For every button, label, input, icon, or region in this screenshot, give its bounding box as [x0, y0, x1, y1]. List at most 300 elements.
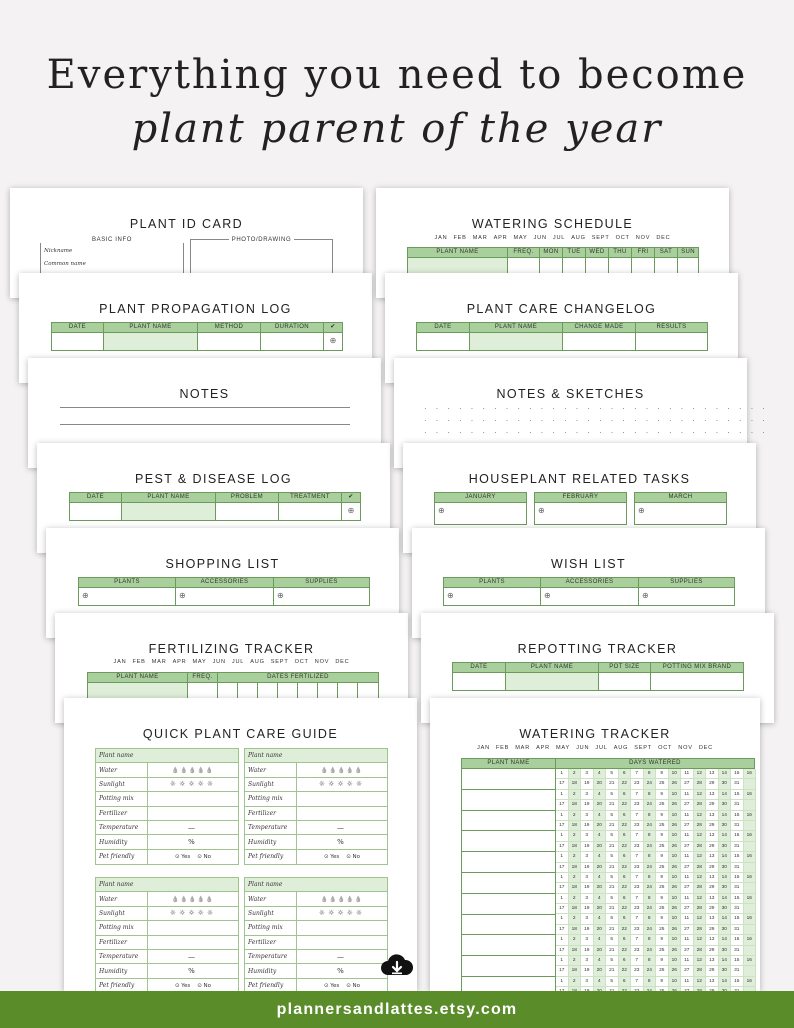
day-cell: 5: [606, 935, 619, 945]
sun-icon: ☼☼☼☼☼: [318, 780, 366, 789]
day-cell: 3: [581, 894, 594, 904]
day-cell: 21: [606, 904, 619, 914]
day-cell: 10: [669, 769, 682, 779]
nickname-label: Nickname: [44, 248, 73, 254]
day-cell: 17: [556, 821, 569, 831]
day-cell: 9: [656, 790, 669, 800]
table-row: ⊕: [69, 503, 361, 521]
day-cell: 22: [619, 966, 632, 976]
guide-card: Plant name Water 💧💧💧💧💧 Sunlight ☼☼☼☼☼ Potting mix Fertilizer Temperature — Humidity % Pet friendly ⊙ Yes ⊙ No: [95, 877, 239, 994]
day-cell: 17: [556, 946, 569, 956]
day-cell: 4: [594, 790, 607, 800]
footer-shop-url[interactable]: plannersandlattes.etsy.com: [0, 991, 794, 1028]
day-cell: 15: [731, 894, 744, 904]
day-cell: 6: [619, 956, 632, 966]
day-cell: 9: [656, 852, 669, 862]
day-cell: 3: [581, 831, 594, 841]
day-cell: 20: [594, 779, 607, 789]
day-cell: 19: [581, 842, 594, 852]
day-cell: 14: [719, 894, 732, 904]
day-cell: 11: [681, 769, 694, 779]
day-cell: 29: [706, 883, 719, 893]
day-cell: 4: [594, 852, 607, 862]
day-cell: 30: [719, 966, 732, 976]
day-cell: 22: [619, 863, 632, 873]
day-cell: 31: [731, 842, 744, 852]
day-cell: 27: [681, 800, 694, 810]
day-cell: 16: [744, 852, 757, 862]
day-cell: 20: [594, 842, 607, 852]
day-cell: 10: [669, 914, 682, 924]
day-cell: 17: [556, 779, 569, 789]
day-cell: 9: [656, 977, 669, 987]
day-cell: 10: [669, 811, 682, 821]
day-cell: 8: [644, 873, 657, 883]
day-cell: 19: [581, 904, 594, 914]
day-cell: 11: [681, 914, 694, 924]
day-cell: 19: [581, 800, 594, 810]
day-cell: 13: [706, 956, 719, 966]
day-cell: [744, 821, 757, 831]
day-cell: 25: [656, 800, 669, 810]
day-cell: 12: [694, 894, 707, 904]
day-cell: 20: [594, 821, 607, 831]
sketches-page: NOTES & SKETCHES ······························ ······························ ······························: [394, 358, 747, 468]
day-cell: 28: [694, 842, 707, 852]
day-cell: 23: [631, 863, 644, 873]
day-cell: 18: [569, 779, 582, 789]
page-title: WATERING TRACKER: [519, 727, 671, 741]
download-cloud-icon[interactable]: [380, 953, 414, 979]
day-cell: 18: [569, 966, 582, 976]
table-header: DATE PLANT NAME POT SIZE POTTING MIX BRAND: [452, 662, 744, 673]
day-cell: 4: [594, 873, 607, 883]
day-cell: 19: [581, 946, 594, 956]
day-cell: 19: [581, 883, 594, 893]
day-cell: 10: [669, 894, 682, 904]
day-cell: 28: [694, 800, 707, 810]
day-cell: 19: [581, 779, 594, 789]
day-cell: 8: [644, 811, 657, 821]
day-cell: 28: [694, 863, 707, 873]
day-cell: 19: [581, 821, 594, 831]
page-title: SHOPPING LIST: [165, 557, 280, 571]
day-cell: 8: [644, 914, 657, 924]
day-cell: 17: [556, 800, 569, 810]
day-cell: 25: [656, 842, 669, 852]
day-cell: 10: [669, 873, 682, 883]
day-cell: 14: [719, 977, 732, 987]
day-cell: 18: [569, 925, 582, 935]
day-cell: 27: [681, 863, 694, 873]
day-cell: 25: [656, 925, 669, 935]
day-cell: 12: [694, 811, 707, 821]
day-cell: 8: [644, 977, 657, 987]
table-header: DATE PLANT NAME METHOD DURATION ✔: [51, 322, 343, 333]
day-cell: 24: [644, 904, 657, 914]
day-cell: 21: [606, 925, 619, 935]
day-cell: [744, 800, 757, 810]
day-cell: 27: [681, 966, 694, 976]
day-cell: 1: [556, 811, 569, 821]
day-cell: 2: [569, 831, 582, 841]
day-cell: 20: [594, 800, 607, 810]
day-cell: 24: [644, 883, 657, 893]
table-header: PLANT NAME FREQ. MON TUE WED THU FRI SAT SUN: [407, 247, 699, 258]
day-cell: 2: [569, 956, 582, 966]
day-cell: 23: [631, 800, 644, 810]
day-cell: 25: [656, 883, 669, 893]
day-cell: 20: [594, 925, 607, 935]
day-cell: 27: [681, 883, 694, 893]
day-cell: 19: [581, 925, 594, 935]
day-cell: 7: [631, 935, 644, 945]
day-cell: 26: [669, 842, 682, 852]
day-cell: 1: [556, 769, 569, 779]
day-cell: 23: [631, 821, 644, 831]
day-cell: 3: [581, 790, 594, 800]
day-cell: 24: [644, 821, 657, 831]
page-title: FERTILIZING TRACKER: [148, 642, 315, 656]
day-cell: 22: [619, 883, 632, 893]
day-cell: 30: [719, 883, 732, 893]
months-row: JAN FEB MAR APR MAY JUN JUL AUG SEPT OCT NOV DEC: [476, 745, 714, 751]
day-cell: 25: [656, 904, 669, 914]
day-cell: [744, 883, 757, 893]
day-cell: 3: [581, 769, 594, 779]
day-cell: 31: [731, 800, 744, 810]
day-cell: 11: [681, 790, 694, 800]
day-cell: 1: [556, 935, 569, 945]
day-cell: 6: [619, 977, 632, 987]
day-cell: 15: [731, 831, 744, 841]
day-cell: 11: [681, 831, 694, 841]
day-cell: 26: [669, 925, 682, 935]
day-cell: 29: [706, 800, 719, 810]
day-cell: 22: [619, 821, 632, 831]
day-cell: 25: [656, 966, 669, 976]
day-cell: 31: [731, 966, 744, 976]
day-cell: 14: [719, 914, 732, 924]
day-cell: 5: [606, 811, 619, 821]
day-cell: 1: [556, 914, 569, 924]
day-cell: 21: [606, 946, 619, 956]
day-cell: 5: [606, 894, 619, 904]
day-cell: 28: [694, 779, 707, 789]
day-cell: 15: [731, 811, 744, 821]
day-cell: 15: [731, 769, 744, 779]
months-row: JAN FEB MAR APR MAY JUN JUL AUG SEPT OCT NOV DEC: [434, 235, 671, 241]
day-cell: 2: [569, 769, 582, 779]
day-cell: 15: [731, 914, 744, 924]
day-cell: 1: [556, 894, 569, 904]
day-cell: 26: [669, 883, 682, 893]
table-header: DATE PLANT NAME CHANGE MADE RESULTS: [416, 322, 708, 333]
day-cell: 13: [706, 914, 719, 924]
day-cell: 15: [731, 977, 744, 987]
day-cell: 26: [669, 966, 682, 976]
day-cell: 24: [644, 800, 657, 810]
day-cell: 10: [669, 852, 682, 862]
day-cell: 24: [644, 966, 657, 976]
day-cell: 5: [606, 769, 619, 779]
day-cell: 5: [606, 977, 619, 987]
day-cell: 21: [606, 863, 619, 873]
day-cell: 24: [644, 779, 657, 789]
day-cell: 9: [656, 914, 669, 924]
guide-card: Plant name Water 💧💧💧💧💧 Sunlight ☼☼☼☼☼ Potting mix Fertilizer Temperature — Humidity % Pet friendly ⊙ Yes ⊙ No: [95, 748, 239, 865]
page-title: QUICK PLANT CARE GUIDE: [142, 727, 339, 741]
day-cell: 24: [644, 863, 657, 873]
day-cell: 23: [631, 842, 644, 852]
day-cell: 18: [569, 800, 582, 810]
day-cell: 16: [744, 790, 757, 800]
day-cell: 5: [606, 790, 619, 800]
day-cell: 12: [694, 873, 707, 883]
day-cell: 3: [581, 852, 594, 862]
day-cell: 17: [556, 883, 569, 893]
day-cell: 21: [606, 821, 619, 831]
day-cell: 4: [594, 811, 607, 821]
day-cell: 7: [631, 914, 644, 924]
water-drop-icon: 💧💧💧💧💧: [171, 895, 215, 903]
day-cell: 5: [606, 956, 619, 966]
day-cell: 5: [606, 873, 619, 883]
day-cell: 22: [619, 946, 632, 956]
day-cell: 7: [631, 977, 644, 987]
day-cell: 8: [644, 790, 657, 800]
table-row: ⊕: [51, 333, 343, 351]
day-cell: 22: [619, 779, 632, 789]
day-cell: 6: [619, 852, 632, 862]
day-cell: 3: [581, 873, 594, 883]
day-cell: 10: [669, 935, 682, 945]
day-cell: 29: [706, 946, 719, 956]
day-cell: 16: [744, 769, 757, 779]
day-cell: 5: [606, 852, 619, 862]
day-cell: 13: [706, 790, 719, 800]
day-cell: 20: [594, 946, 607, 956]
table-row: ⊕ ⊕ ⊕: [443, 588, 735, 606]
day-cell: 11: [681, 811, 694, 821]
day-cell: 2: [569, 977, 582, 987]
water-drop-icon: 💧💧💧💧💧: [171, 766, 215, 774]
day-cell: 24: [644, 946, 657, 956]
day-cell: 29: [706, 779, 719, 789]
day-cell: 21: [606, 883, 619, 893]
page-title: WISH LIST: [550, 557, 627, 571]
day-cell: 9: [656, 769, 669, 779]
day-cell: 28: [694, 883, 707, 893]
day-cell: 12: [694, 769, 707, 779]
day-cell: 27: [681, 821, 694, 831]
day-cell: 8: [644, 935, 657, 945]
guide-card: Plant name Water 💧💧💧💧💧 Sunlight ☼☼☼☼☼ Potting mix Fertilizer Temperature — Humidity % Pet friendly ⊙ Yes ⊙ No: [244, 748, 388, 865]
day-cell: 25: [656, 946, 669, 956]
day-cell: 16: [744, 811, 757, 821]
table-header: DATE PLANT NAME PROBLEM TREATMENT ✔: [69, 492, 361, 503]
day-cell: 20: [594, 883, 607, 893]
table-row: [452, 673, 744, 691]
page-title: NOTES & SKETCHES: [496, 387, 645, 401]
day-cell: 11: [681, 894, 694, 904]
page-title: WATERING SCHEDULE: [471, 217, 634, 231]
day-cell: 6: [619, 769, 632, 779]
day-cell: 11: [681, 852, 694, 862]
day-cell: 7: [631, 831, 644, 841]
day-cell: 30: [719, 842, 732, 852]
day-cell: 8: [644, 852, 657, 862]
day-cell: 17: [556, 904, 569, 914]
day-cell: 18: [569, 883, 582, 893]
day-cell: 12: [694, 852, 707, 862]
day-cell: 24: [644, 925, 657, 935]
day-cell: 27: [681, 779, 694, 789]
day-cell: 6: [619, 790, 632, 800]
table-header: PLANTS ACCESSORIES SUPPLIES: [78, 577, 370, 588]
day-cell: 3: [581, 977, 594, 987]
day-cell: 1: [556, 790, 569, 800]
day-cell: 4: [594, 956, 607, 966]
day-cell: 4: [594, 894, 607, 904]
day-cell: 19: [581, 966, 594, 976]
day-cell: 30: [719, 800, 732, 810]
day-cell: 11: [681, 935, 694, 945]
day-cell: 15: [731, 956, 744, 966]
day-cell: 6: [619, 894, 632, 904]
day-cell: 20: [594, 863, 607, 873]
day-cell: 6: [619, 873, 632, 883]
day-cell: 10: [669, 790, 682, 800]
day-cell: 27: [681, 925, 694, 935]
day-cell: 3: [581, 935, 594, 945]
headline-line2: plant parent of the year: [131, 106, 663, 152]
day-cell: 7: [631, 894, 644, 904]
day-cell: 31: [731, 863, 744, 873]
day-cell: 27: [681, 842, 694, 852]
day-cell: 6: [619, 914, 632, 924]
day-cell: 26: [669, 821, 682, 831]
day-cell: 4: [594, 769, 607, 779]
day-cell: 13: [706, 811, 719, 821]
day-cell: 16: [744, 894, 757, 904]
day-cell: 2: [569, 894, 582, 904]
day-cell: 14: [719, 831, 732, 841]
day-cell: 21: [606, 779, 619, 789]
day-cell: 1: [556, 977, 569, 987]
page-title: NOTES: [179, 387, 230, 401]
day-cell: 29: [706, 904, 719, 914]
day-cell: 9: [656, 873, 669, 883]
sun-icon: ☼☼☼☼☼: [318, 909, 366, 918]
day-cell: 18: [569, 904, 582, 914]
day-cell: 26: [669, 946, 682, 956]
day-cell: 26: [669, 779, 682, 789]
day-cell: 28: [694, 946, 707, 956]
day-cell: 3: [581, 914, 594, 924]
water-drop-icon: 💧💧💧💧💧: [320, 766, 364, 774]
day-cell: 13: [706, 894, 719, 904]
day-cell: 16: [744, 935, 757, 945]
day-cell: 4: [594, 914, 607, 924]
day-cell: 14: [719, 852, 732, 862]
day-cell: 7: [631, 852, 644, 862]
day-cell: 13: [706, 977, 719, 987]
day-cell: 23: [631, 883, 644, 893]
photo-label: PHOTO/DRAWING: [229, 237, 294, 243]
day-cell: 23: [631, 904, 644, 914]
day-cell: [744, 925, 757, 935]
day-cell: 17: [556, 925, 569, 935]
day-cell: 18: [569, 842, 582, 852]
day-cell: [744, 966, 757, 976]
day-cell: 18: [569, 821, 582, 831]
day-cell: 30: [719, 904, 732, 914]
day-cell: 9: [656, 831, 669, 841]
day-cell: 8: [644, 956, 657, 966]
page-title: PLANT ID CARD: [129, 217, 244, 231]
basic-info-label: BASIC INFO: [91, 237, 132, 243]
tasks-page: HOUSEPLANT RELATED TASKS JANUARY FEBRUARY MARCH ⊕ ⊕ ⊕: [403, 443, 756, 553]
day-cell: 4: [594, 977, 607, 987]
day-cell: 27: [681, 904, 694, 914]
quick-guide-page: [64, 698, 417, 991]
day-cell: 30: [719, 863, 732, 873]
day-cell: 12: [694, 935, 707, 945]
day-cell: 21: [606, 966, 619, 976]
day-cell: 14: [719, 811, 732, 821]
day-cell: 23: [631, 925, 644, 935]
day-cell: 15: [731, 935, 744, 945]
day-cell: 13: [706, 769, 719, 779]
day-cell: 30: [719, 925, 732, 935]
day-cell: 2: [569, 935, 582, 945]
day-cell: 16: [744, 914, 757, 924]
day-cell: 31: [731, 946, 744, 956]
day-cell: 29: [706, 966, 719, 976]
day-cell: 2: [569, 873, 582, 883]
day-cell: 9: [656, 811, 669, 821]
day-cell: 10: [669, 977, 682, 987]
page-title: PEST & DISEASE LOG: [135, 472, 292, 486]
day-cell: 12: [694, 956, 707, 966]
day-cell: 14: [719, 769, 732, 779]
day-cell: [744, 904, 757, 914]
day-cell: 13: [706, 852, 719, 862]
day-cell: 23: [631, 946, 644, 956]
day-cell: 7: [631, 811, 644, 821]
days-grid: [556, 769, 756, 998]
day-cell: 29: [706, 925, 719, 935]
day-cell: 29: [706, 863, 719, 873]
day-cell: 21: [606, 842, 619, 852]
day-cell: 31: [731, 904, 744, 914]
day-cell: 30: [719, 946, 732, 956]
day-cell: 26: [669, 863, 682, 873]
day-cell: 31: [731, 883, 744, 893]
day-cell: 31: [731, 821, 744, 831]
day-cell: 28: [694, 966, 707, 976]
day-cell: 21: [606, 800, 619, 810]
day-cell: 11: [681, 977, 694, 987]
day-cell: [744, 779, 757, 789]
page-title: PLANT CARE CHANGELOG: [466, 302, 657, 316]
day-cell: 30: [719, 821, 732, 831]
day-cell: 23: [631, 966, 644, 976]
day-cell: 5: [606, 831, 619, 841]
day-cell: 3: [581, 811, 594, 821]
day-cell: [744, 946, 757, 956]
